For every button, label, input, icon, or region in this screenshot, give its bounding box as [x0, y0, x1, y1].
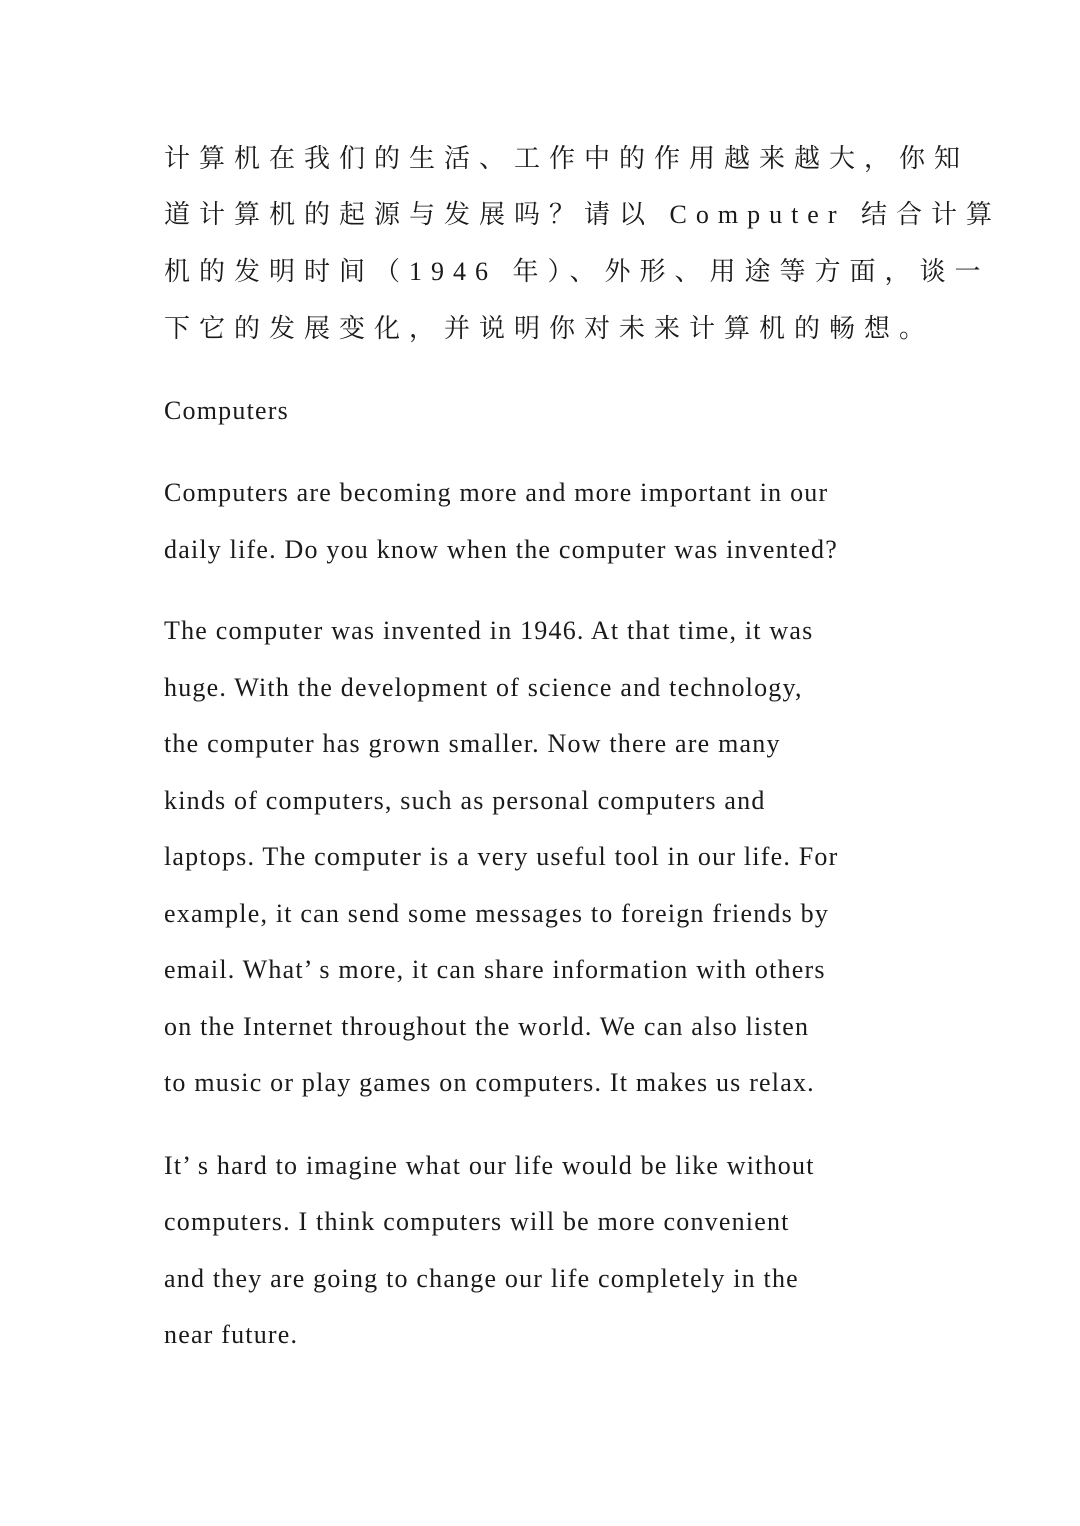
prompt-line: 机的发明时间（1946 年）、外形、用途等方面，谈一: [164, 257, 990, 286]
prompt-line: 道计算机的起源与发展吗？请以 Computer 结合计算: [164, 200, 1001, 229]
essay-title: Computers: [164, 396, 289, 425]
paragraph-line: The computer was invented in 1946. At that time, it was: [164, 616, 814, 645]
paragraph-line: kinds of computers, such as personal computers and: [164, 786, 766, 815]
paragraph-line: the computer has grown smaller. Now there are many: [164, 729, 781, 758]
paragraph-line: computers. I think computers will be more convenient: [164, 1207, 790, 1236]
paragraph-line: laptops. The computer is a very useful tool in our life. For: [164, 842, 839, 871]
paragraph-line: and they are going to change our life completely in the: [164, 1264, 799, 1293]
paragraph-line: daily life. Do you know when the computer was invented?: [164, 535, 838, 564]
paragraph-line: near future.: [164, 1320, 299, 1349]
paragraph-line: It’ s hard to imagine what our life would be like without: [164, 1151, 815, 1180]
prompt-line: 下它的发展变化，并说明你对未来计算机的畅想。: [164, 314, 935, 343]
paragraph-line: to music or play games on computers. It makes us relax.: [164, 1068, 815, 1097]
paragraph-line: huge. With the development of science and technology,: [164, 673, 803, 702]
prompt-line: 计算机在我们的生活、工作中的作用越来越大，你知: [164, 144, 970, 173]
paragraph-line: example, it can send some messages to foreign friends by: [164, 899, 830, 928]
paragraph-line: email. What’ s more, it can share information with others: [164, 955, 826, 984]
paragraph-line: on the Internet throughout the world. We can also listen: [164, 1012, 810, 1041]
paragraph-line: Computers are becoming more and more important in our: [164, 478, 829, 507]
